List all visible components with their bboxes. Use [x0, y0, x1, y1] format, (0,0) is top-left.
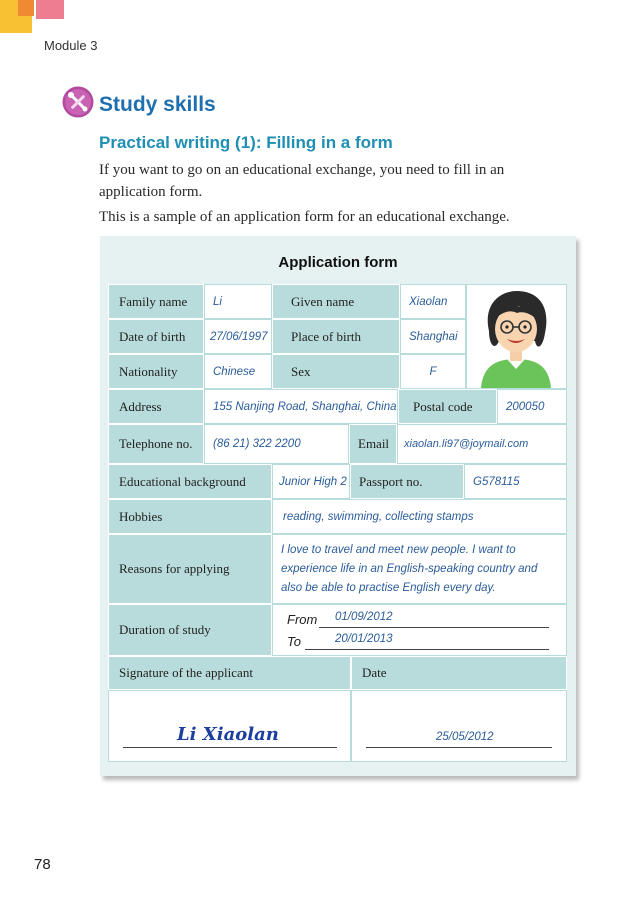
intro-paragraph: If you want to go on an educational exchange, you need to fill in an application form.: [99, 162, 505, 200]
date-label: Date: [351, 656, 567, 690]
study-skills-icon: [62, 86, 94, 118]
duration-value-cell: [272, 604, 567, 656]
applicant-photo: [466, 284, 567, 389]
nationality-value: Chinese: [204, 354, 272, 389]
given-name-label: Given name: [272, 284, 400, 319]
form-title: Application form: [278, 254, 398, 271]
nationality-label: Nationality: [108, 354, 204, 389]
dob-value: 27/06/1997: [204, 319, 272, 354]
pob-label: Place of birth: [272, 319, 400, 354]
section-title: Study skills: [99, 93, 216, 116]
date-cell: [351, 690, 567, 762]
corner-square-pink: [36, 0, 64, 19]
signature-label: Signature of the applicant: [108, 656, 351, 690]
duration-label: Duration of study: [108, 604, 272, 656]
from-value: 01/09/2012: [335, 611, 393, 623]
applicant-portrait-icon: [467, 285, 566, 388]
hobbies-value: reading, swimming, collecting stamps: [272, 499, 567, 534]
passport-label: Passport no.: [350, 464, 464, 499]
postal-code-value: 200050: [497, 389, 567, 424]
to-line: [305, 649, 549, 650]
dob-label: Date of birth: [108, 319, 204, 354]
corner-decoration: [0, 0, 64, 34]
family-name-label: Family name: [108, 284, 204, 319]
hobbies-label: Hobbies: [108, 499, 272, 534]
reasons-value: I love to travel and meet new people. I want to experience life in an English-speaking country and also be able to practise English every day.: [272, 534, 567, 604]
from-label: From: [287, 612, 318, 627]
telephone-label: Telephone no.: [108, 424, 204, 464]
postal-code-label: Postal code: [398, 389, 497, 424]
given-name-value: Xiaolan: [400, 284, 466, 319]
sample-paragraph: This is a sample of an application form for an educational exchange.: [99, 209, 510, 225]
email-label: Email: [349, 424, 397, 464]
education-value: Junior High 2: [272, 464, 350, 499]
email-value: xiaolan.li97@joymail.com: [397, 424, 567, 464]
education-label: Educational background: [108, 464, 272, 499]
signature-cell: [108, 690, 351, 762]
signature-line: [123, 747, 337, 748]
sex-value: F: [400, 354, 466, 389]
section-subtitle: Practical writing (1): Filling in a form: [99, 133, 393, 152]
to-label: To: [287, 634, 301, 649]
application-form: [100, 236, 576, 776]
sex-label: Sex: [272, 354, 400, 389]
module-label: Module 3: [44, 38, 98, 53]
page-number: 78: [34, 856, 51, 873]
signature-value: Li Xiaolan: [177, 724, 279, 745]
date-line: [366, 747, 552, 748]
telephone-value: (86 21) 322 2200: [204, 424, 349, 464]
reasons-label: Reasons for applying: [108, 534, 272, 604]
corner-square-orange: [18, 0, 34, 16]
pob-value: Shanghai: [400, 319, 466, 354]
from-line: [319, 627, 549, 628]
date-value: 25/05/2012: [436, 731, 494, 743]
passport-value: G578115: [464, 464, 567, 499]
to-value: 20/01/2013: [335, 633, 393, 645]
address-value: 155 Nanjing Road, Shanghai, China: [204, 389, 398, 424]
family-name-value: Li: [204, 284, 272, 319]
address-label: Address: [108, 389, 204, 424]
